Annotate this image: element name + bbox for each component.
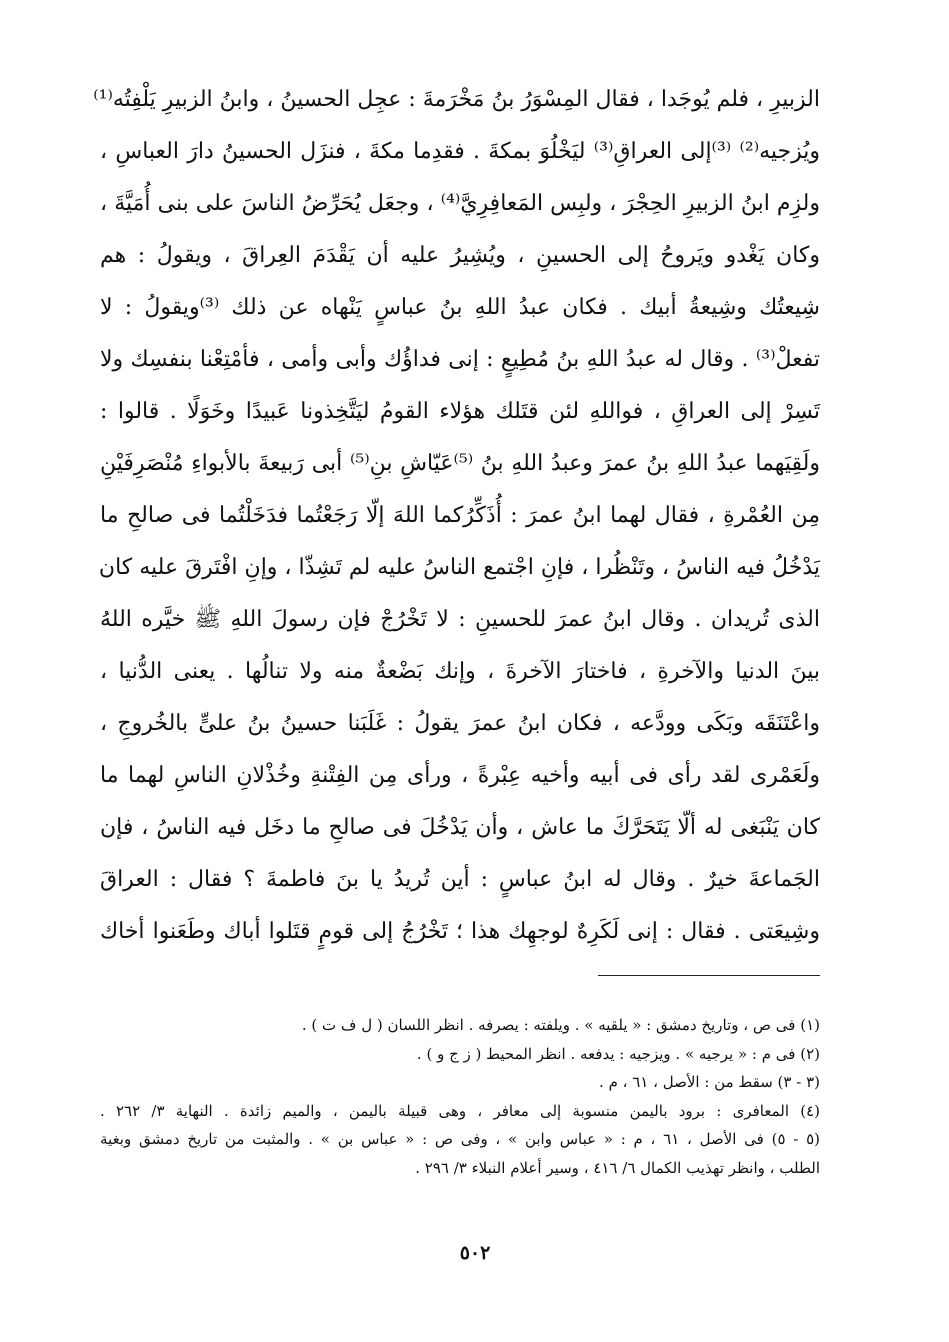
text-line: مِن العُمْرةِ ، فقال لهما ابنُ عمرَ : أُذَكِّرُكما اللهَ إلّا رَجَعْتُما فدَخَلْتُما فى صالحِ ما [100, 503, 820, 528]
text-line: ولَقِيَهما عبدُ اللهِ بنُ عمرَ وعبدُ اللهِ بنُ ⁽⁵⁾عَيّاشِ بنِ⁽⁵⁾ أبى رَبيعةَ بالأبواءِ مُنْصَرِفَيْنِ [100, 451, 820, 476]
text-line: تفعلْ⁽³⁾ . وقال له عبدُ اللهِ بنُ مُطِيعٍ : إنى فداؤُك وأبى وأمى ، فأمْتِعْنا بنفسِك ولا [100, 347, 820, 372]
footnotes-block [100, 1011, 820, 1182]
footnote-3: (٣ - ٣) سقط من : الأصل ، ٦١ ، م . [599, 1073, 820, 1091]
text-line: بينَ الدنيا والآخرةِ ، فاختارَ الآخرةَ ، وإنك بَضْعةٌ منه ولا تنالُها . يعنى الدُّنيا ، [100, 659, 820, 684]
page-number: ٥٠٢ [459, 1242, 491, 1264]
text-line: الجَماعةَ خيرٌ . وقال له ابنُ عباسٍ : أين تُريدُ يا بنَ فاطمةَ ؟ فقال : العراقَ [100, 867, 820, 892]
text-line: واعْتَنَقَه وبَكَى وودَّعه ، فكان ابنُ عمرَ يقولُ : غَلَبَنا حسينُ بنُ علىٍّ بالخُروجِ ، [100, 711, 820, 736]
text-line: ولزِم ابنُ الزبيرِ الحِجْرَ ، ولبِس المَعافِرِيَّ⁽⁴⁾ ، وجعَل يُحَرِّضُ الناسَ على بنى أُمَيَّةَ ، [100, 191, 821, 216]
footnote-divider [598, 975, 820, 976]
text-line: وكان يَغْدو ويَروحُ إلى الحسينِ ، ويُشِيرُ عليه أن يَقْدَمَ العِراقَ ، ويقولُ : هم [100, 243, 820, 268]
text-line: ولَعَمْرى لقد رأى فى أبيه وأخيه عِبْرةً ، ورأى مِن الفِتْنةِ وخُذْلانِ الناسِ لهما ما [100, 763, 820, 788]
text-line: الذى تُريدان . وقال ابنُ عمرَ للحسينِ : لا تَخْرُجْ فإن رسولَ اللهِ ﷺ خيَّره اللهُ [100, 607, 820, 632]
text-line: ويُزجيه⁽²⁾ ⁽³⁾إلى العراقِ⁽³⁾ ليَخْلُوَ بمكةَ . فقدِما مكةَ ، فنزَل الحسينُ دارَ العباسِ ، [100, 139, 821, 164]
text-line: كان يَنْبَغى له ألّا يَتَحَرَّكَ ما عاش ، وأن يَدْخُلَ فى صالحِ ما دخَل فيه الناسُ ، فإن [100, 815, 820, 840]
footnote-5-continuation: الطلب ، وانظر تهذيب الكمال ٦/ ٤١٦ ، وسير أعلام النبلاء ٣/ ٢٩٦ . [415, 1158, 820, 1177]
footnote-5: (٥ - ٥) فى الأصل ، ٦١ ، م : « عباس وابن » ، وفى ص : « عباس بن » . والمثبت من تاريخ دمشق وبغية [100, 1130, 820, 1148]
text-line: تَسِرْ إلى العراقِ ، فواللهِ لئن قتَلك هؤلاء القومُ ليَتَّخِذونا عَبيدًا وخَوَلًا . قالوا : [100, 399, 820, 424]
main-text-block [93, 74, 821, 958]
footnote-1: (١) فى ص ، وتاريخ دمشق : « يلقيه » . ويلفته : يصرفه . انظر اللسان ( ل ف ت ) . [301, 1016, 820, 1034]
text-line: شِيعتُك وشِيعةُ أبيك . فكان عبدُ اللهِ بنُ عباسٍ يَنْهاه عن ذلك ⁽³⁾ويقولُ : لا [100, 295, 820, 320]
text-line: يَدْخُلُ فيه الناسُ ، وتَنْظُرا ، فإنِ اجْتمع الناسُ عليه لم تَشِذّا ، وإنِ افْتَرقَ عليه كان [98, 555, 820, 580]
footnote-2: (٢) فى م : « يرجيه » . ويزجيه : يدفعه . انظر المحيط ( ز ج و ) . [416, 1044, 820, 1063]
text-line: وشِيعَتى . فقال : إنى لَكَرِهٌ لوجهِك هذا ؛ تَخْرُجُ إلى قومٍ قتَلوا أباك وطَعَنوا أخاك [100, 919, 820, 944]
text-line: الزبيرِ ، فلم يُوجَدا ، فقال المِسْوَرُ بنُ مَخْرَمةَ : عجِل الحسينُ ، وابنُ الزبيرِ يَلْفِتُه⁽¹⁾ [93, 87, 820, 112]
footnote-4: (٤) المعافرى : برود باليمن منسوبة إلى معافر ، وهى قبيلة باليمن ، والميم زائدة . النهاية ٣/ ٢٦٢ . [100, 1101, 820, 1120]
